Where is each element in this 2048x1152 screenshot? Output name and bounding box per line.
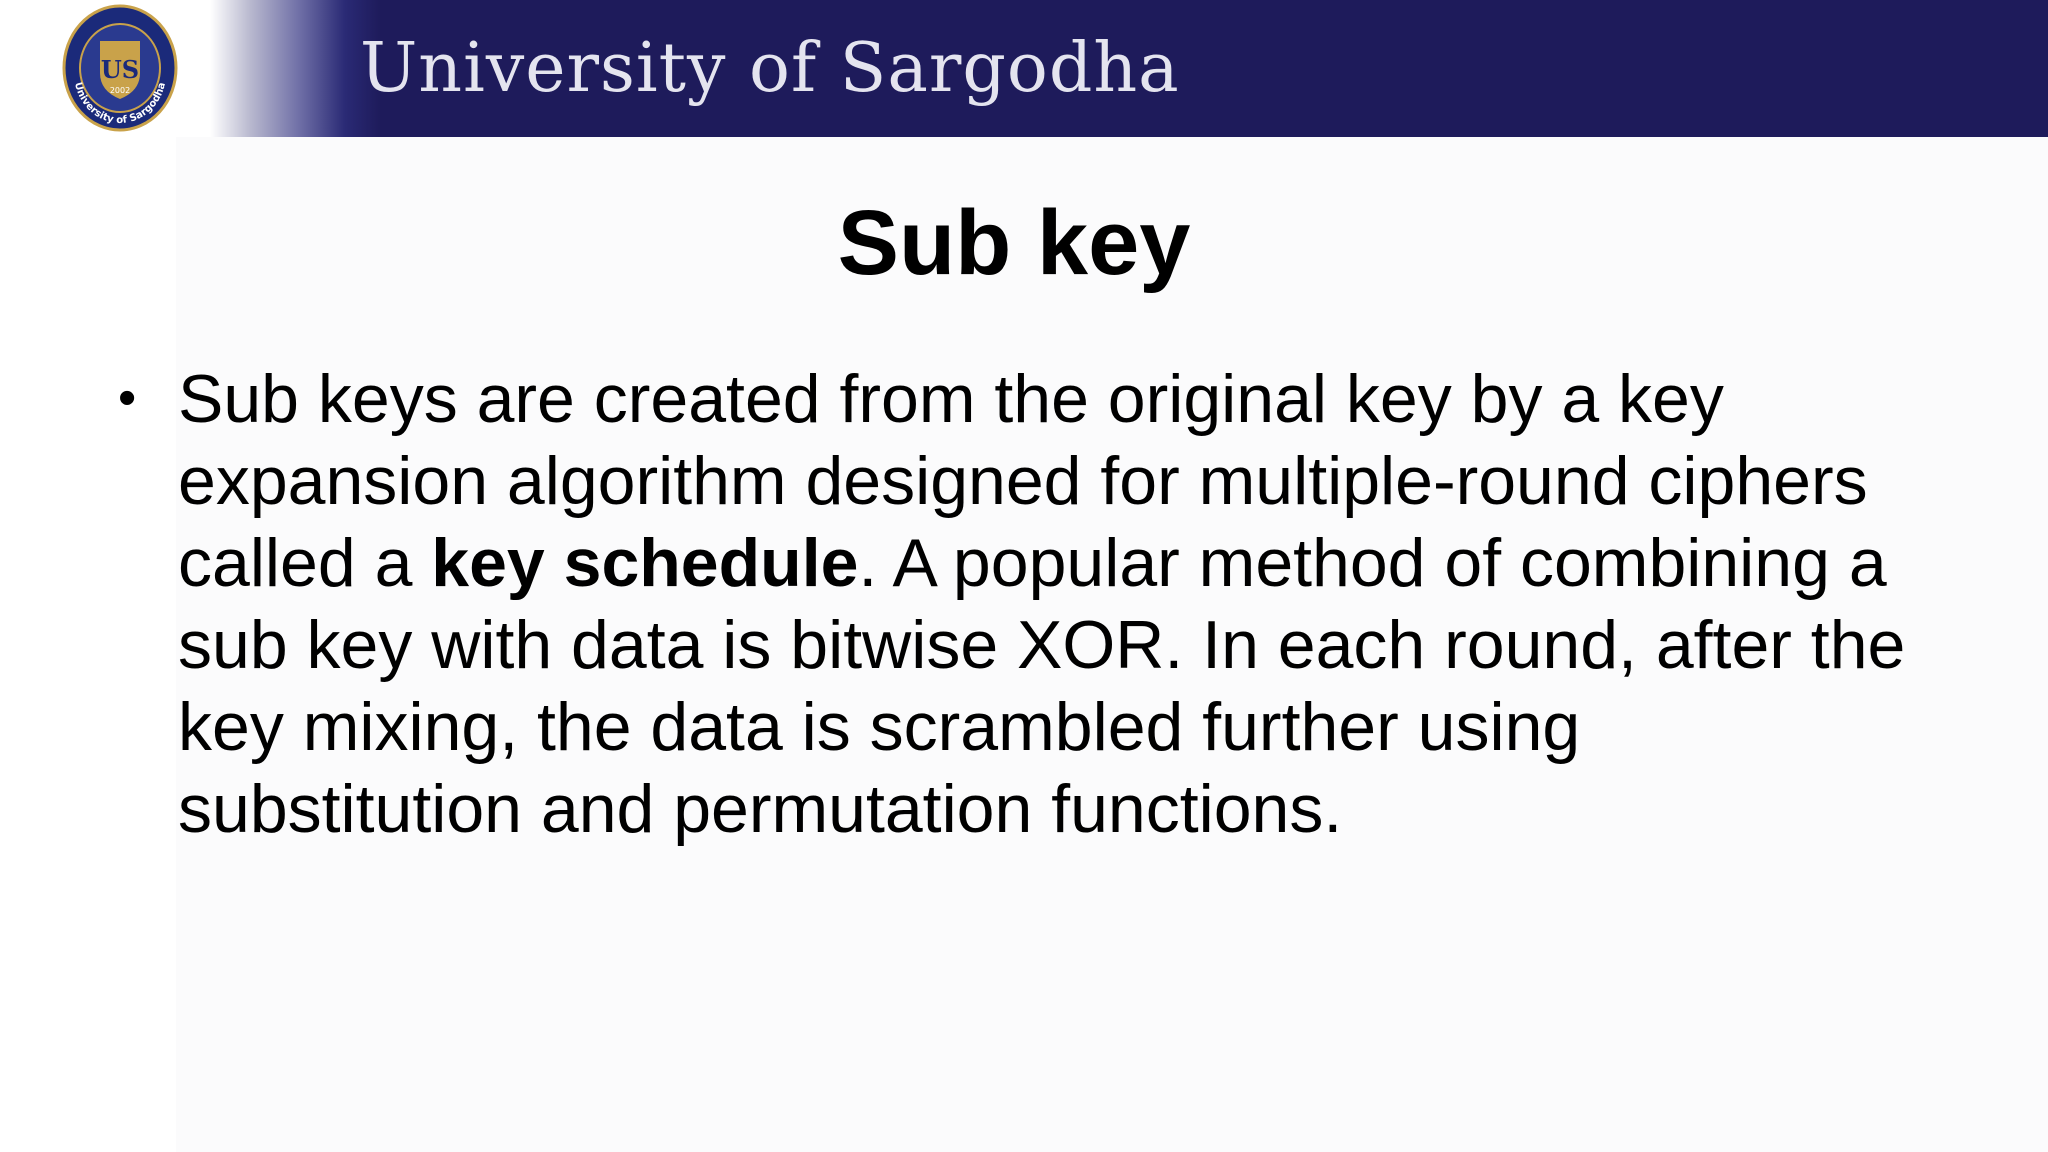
bullet-paragraph	[178, 358, 1938, 850]
header-banner	[0, 0, 2048, 137]
university-name: University of Sargodha	[360, 29, 1180, 108]
bullet-line-5: key mixing, the data is scrambled further using	[178, 689, 1581, 765]
bullet-line-2: expansion algorithm designed for multiple-round ciphers	[178, 443, 1868, 519]
university-logo	[60, 3, 180, 133]
bullet-line-3: called a key schedule. A popular method of combining a	[178, 525, 1887, 601]
logo-year: 2002	[109, 86, 131, 95]
bullet-marker: •	[118, 369, 137, 427]
key-schedule-term: key schedule	[431, 525, 859, 601]
logo-emblem-text: US	[100, 55, 140, 84]
logo-ring-text: University of Sargodha	[71, 81, 169, 127]
slide-title: Sub key	[837, 192, 1191, 294]
bullet-line-4: sub key with data is bitwise XOR. In each round, after the	[178, 607, 1906, 683]
bullet-line-1: Sub keys are created from the original key by a key	[178, 361, 1724, 437]
bullet-line-6: substitution and permutation functions.	[178, 771, 1343, 847]
